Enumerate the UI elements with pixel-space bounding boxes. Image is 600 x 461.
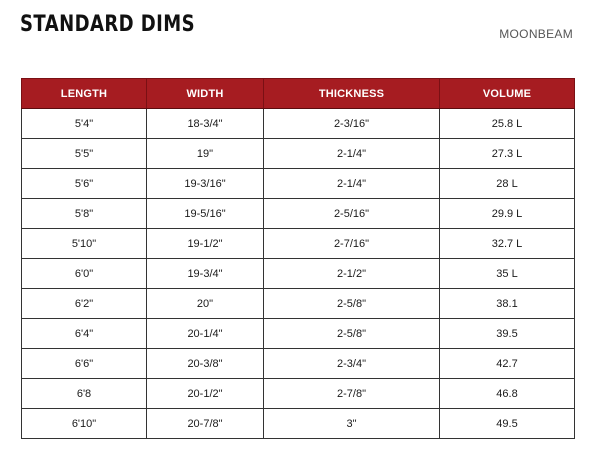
cell-thickness: 2-1/4" bbox=[264, 169, 440, 199]
cell-thickness: 2-5/8" bbox=[264, 319, 440, 349]
table-row bbox=[22, 169, 575, 199]
cell-width: 19" bbox=[147, 139, 264, 169]
table-row bbox=[22, 139, 575, 169]
cell-volume: 35 L bbox=[440, 259, 575, 289]
cell-width: 20" bbox=[147, 289, 264, 319]
cell-width: 19-3/16" bbox=[147, 169, 264, 199]
column-header-length: LENGTH bbox=[22, 79, 147, 109]
table-row bbox=[22, 109, 575, 139]
cell-length: 6'6" bbox=[22, 349, 147, 379]
table-row bbox=[22, 349, 575, 379]
cell-length: 6'8 bbox=[22, 379, 147, 409]
cell-width: 20-3/8" bbox=[147, 349, 264, 379]
column-header-width: WIDTH bbox=[147, 79, 264, 109]
cell-thickness: 2-1/4" bbox=[264, 139, 440, 169]
cell-thickness: 2-5/16" bbox=[264, 199, 440, 229]
cell-width: 18-3/4" bbox=[147, 109, 264, 139]
cell-thickness: 2-7/8" bbox=[264, 379, 440, 409]
cell-width: 20-1/4" bbox=[147, 319, 264, 349]
cell-width: 19-5/16" bbox=[147, 199, 264, 229]
table-row bbox=[22, 319, 575, 349]
dimensions-table bbox=[21, 78, 575, 439]
cell-volume: 32.7 L bbox=[440, 229, 575, 259]
cell-thickness: 3" bbox=[264, 409, 440, 439]
cell-thickness: 2-1/2" bbox=[264, 259, 440, 289]
table-row bbox=[22, 259, 575, 289]
cell-volume: 28 L bbox=[440, 169, 575, 199]
cell-length: 6'4" bbox=[22, 319, 147, 349]
cell-volume: 25.8 L bbox=[440, 109, 575, 139]
cell-volume: 39.5 bbox=[440, 319, 575, 349]
cell-length: 5'5" bbox=[22, 139, 147, 169]
cell-volume: 46.8 bbox=[440, 379, 575, 409]
cell-volume: 49.5 bbox=[440, 409, 575, 439]
cell-length: 5'4" bbox=[22, 109, 147, 139]
cell-volume: 42.7 bbox=[440, 349, 575, 379]
table-row bbox=[22, 289, 575, 319]
cell-length: 5'8" bbox=[22, 199, 147, 229]
column-header-thickness: THICKNESS bbox=[264, 79, 440, 109]
cell-thickness: 2-5/8" bbox=[264, 289, 440, 319]
cell-length: 5'10" bbox=[22, 229, 147, 259]
cell-length: 6'10" bbox=[22, 409, 147, 439]
table-row bbox=[22, 199, 575, 229]
cell-length: 5'6" bbox=[22, 169, 147, 199]
cell-thickness: 2-7/16" bbox=[264, 229, 440, 259]
cell-length: 6'2" bbox=[22, 289, 147, 319]
table-header-row bbox=[22, 79, 575, 109]
cell-width: 20-7/8" bbox=[147, 409, 264, 439]
cell-width: 19-3/4" bbox=[147, 259, 264, 289]
cell-thickness: 2-3/4" bbox=[264, 349, 440, 379]
table-row bbox=[22, 379, 575, 409]
cell-volume: 27.3 L bbox=[440, 139, 575, 169]
table-row bbox=[22, 409, 575, 439]
model-name: MOONBEAM bbox=[499, 27, 573, 41]
cell-volume: 29.9 L bbox=[440, 199, 575, 229]
column-header-volume: VOLUME bbox=[440, 79, 575, 109]
cell-width: 20-1/2" bbox=[147, 379, 264, 409]
cell-thickness: 2-3/16" bbox=[264, 109, 440, 139]
page-title: STANDARD DIMS bbox=[20, 12, 196, 37]
table-row bbox=[22, 229, 575, 259]
cell-width: 19-1/2" bbox=[147, 229, 264, 259]
cell-volume: 38.1 bbox=[440, 289, 575, 319]
cell-length: 6'0" bbox=[22, 259, 147, 289]
